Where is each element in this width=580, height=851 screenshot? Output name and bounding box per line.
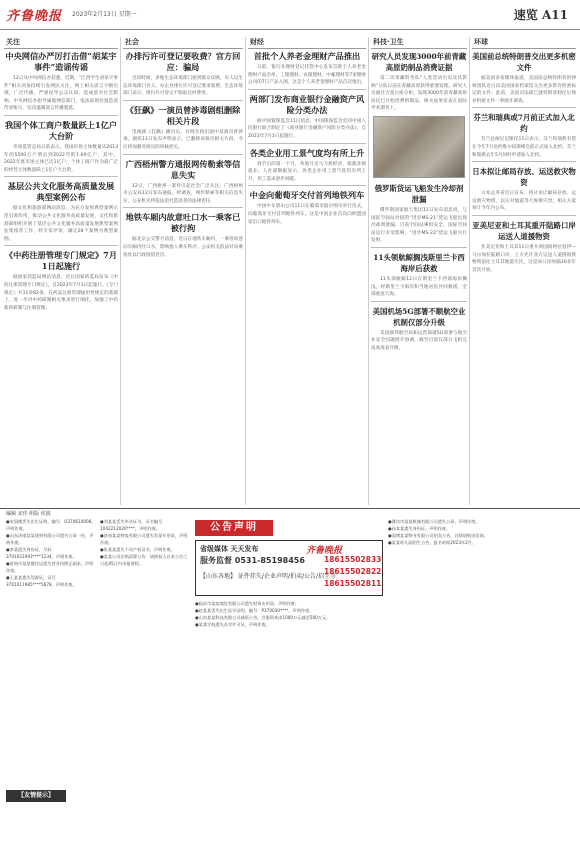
friendly-tip: 【友情提示】 [6, 790, 66, 802]
ad-phone[interactable]: 18615502811 [324, 579, 382, 588]
newspaper-logo: 齐鲁晚报 [6, 9, 63, 24]
classified-ads-mid [100, 518, 190, 851]
classified-ad: ●孙某某遗失身份证，声明作废。 [388, 526, 451, 531]
classified-ad: ●某某公司注销清算公告：请债权人自本公告之日起45日内申报债权。 [100, 554, 188, 566]
classified-ad: ●刘某某丢失毕业证书，证书编号1042212020****，声明作废。 [100, 519, 163, 531]
classified-ad: ●赵某某丢失出生医学证明，编号：P370030****，声明作废。 [195, 608, 314, 613]
headline[interactable]: 我国个体工商户数量跃上1亿户大台阶 [4, 119, 118, 141]
column-divider [469, 37, 470, 505]
headline[interactable]: 日本拟让邮局存放、运送救灾物资 [472, 167, 576, 188]
article-body: 美国联邦航空局和运营商就5G部署与航空业安全问题展开协调，截至目前仅部分飞机完成高度表升级。 [371, 330, 467, 351]
article-body: 春节后的第一个月，各地开足马力抓经济，稳就业保就业。人社部数据显示，各类企业用工景气度均有所上升，用工需求逐步回暖。 [248, 161, 366, 182]
headline[interactable]: 芬兰和瑞典或7月前正式加入北约 [473, 113, 575, 134]
article-body: 亚美尼亚和土耳其11日重开两国间阿拉恰伊—马尔加拉陆路口岸，土方允许亚方运送人道援救援物资前往土耳其地震灾区。这是该口岸时隔30多年首次开放。 [472, 244, 576, 273]
headline[interactable]: 俄罗斯货运飞船发生冷却剂泄漏 [374, 183, 464, 204]
section-label: 关注 [4, 37, 118, 49]
classified-ad: ●济南某某物流有限公司遗失发票专用章，声明作废。 [100, 533, 188, 545]
article-body: 芬兰总统尼尼斯托11日表示，芬兰和瑞典有望在今年7月北约维尔纽斯峰会前正式加入北约。芬兰和瑞典去年5月同时申请加入北约。 [472, 137, 576, 158]
article-body: 第二次青藏科考队“人类活动历史及其影响”分队日前在青藏高原获得重要发现。研究人员通过古蛋白质分析，发现3000年前青藏高原居民已开始消费奶制品，相关成果发表在国际学术期刊上。 [371, 76, 467, 112]
headline[interactable]: 广西梧州警方通报网传勒索等信息失实 [125, 158, 241, 180]
editor-credit: 编辑 宋佳 组版 侯波 [6, 511, 51, 517]
headline[interactable]: 基层公共文化服务高质量发展典型案例公布 [7, 181, 115, 203]
ad-logo: 齐鲁晚报 [306, 546, 343, 556]
headline[interactable]: 中央网信办严厉打击借“胡某宇事件”造谣传谣 [5, 51, 117, 72]
classified-ad: ●李某遗失身份证，号码3701021993****1234，声明作废。 [6, 547, 77, 559]
section-label: 社会 [123, 37, 243, 49]
classified-ads-right [388, 518, 574, 851]
news-photo [373, 116, 465, 178]
classified-ad: ●潍坊市某某机械有限公司遗失公章，声明作废。 [388, 519, 480, 524]
classified-ad: ●山东济南某某建材有限公司遗失公章一枚，声明作废。 [6, 533, 94, 545]
section-label: 科技·卫生 [371, 37, 467, 49]
classified-ad: ●济南市某某餐饮店遗失营业执照正副本，声明作废。 [6, 561, 94, 573]
column-huanqiu [472, 37, 576, 507]
column-divider [245, 37, 246, 505]
article-body: 据美国多家媒体报道，美国前总统特朗普的律师团队近日向美国国家档案馆交出更多带有机密标记的文件。此前，美国司法部已就特朗普卸任后保存机密文件一事展开调查。 [472, 76, 576, 104]
article-body: 日本总务省近日宣布，将讨论让邮局存放、运送救灾物资，以应对地震等大规模灾害。相关方案预计今年内公布。 [472, 191, 576, 212]
headline[interactable]: 地铁车厢内故意吐口水一乘客已被行拘 [125, 212, 241, 234]
classified-ad: ●淄博某某物业有限公司拍卖公告，详情请致电咨询。 [388, 533, 488, 538]
article-body: 12日，广西梧州一案件引起社会广泛关注。广西梧州市公安局12日发布通报，经调查，网传勒索等相关信息失实，公安机关将依法追究造谣者的法律责任。 [123, 183, 243, 204]
classified-ad: ●王某某遗失驾驶证，证号3701011985****5678，声明作废。 [6, 575, 77, 587]
ads-separator [0, 508, 580, 509]
issue-date: 2023年2月13日 星期一 [72, 11, 137, 18]
ad-tag: 【山东各地】 证件挂失/企业声明/拍卖/公告/招生等 [200, 573, 336, 580]
headline[interactable]: 首批个人养老金理财产品推出 [253, 51, 361, 61]
classified-ad: ●某某学校遗失办学许可证，声明作废。 [195, 622, 270, 627]
article-body: 中国中车唐山公司11日在葡萄牙波尔图市举行仪式，向葡萄牙交付首列地铁列车。这是中国企业首次向欧盟国家出口地铁列车。 [248, 204, 366, 225]
ad-service: 服务监督 0531-85198456 [200, 556, 305, 565]
headline[interactable]: 《中药注册管理专门规定》7月1日起施行 [4, 250, 118, 272]
headline[interactable]: 11头领航鲸搁浅斯里兰卡西海岸后获救 [373, 252, 465, 273]
ad-box [195, 540, 383, 596]
article-body: 近段时间，多地生态环境部门接到群众反映，有人以生态环境部门名义，办企业排污许可登记要求收费。生态环境部门表示，排污许可登记不收取任何费用。 [123, 76, 243, 97]
classified-ad: ●临沂市某某商贸有限公司遗失财务专用章，声明作废。 [195, 601, 300, 606]
page-header [0, 0, 580, 30]
column-divider [368, 37, 369, 505]
article-body: 据文化和旅游部网站消息，为充分发挥典型案例示范引领作用，推动公共文化服务高质量发展，文化和旅游部组织开展了基层公共文化服务高质量发展典型案例征集推荐工作，经专家评审，确定28个案例为典型案例。 [4, 206, 118, 242]
headline[interactable]: 两部门发布商业银行金融资产风险分类办法 [249, 93, 365, 115]
headline[interactable]: 各类企业用工景气度均有所上升 [249, 147, 365, 158]
column-divider [120, 37, 121, 505]
headline[interactable]: 亚美尼亚和土耳其重开陆路口岸运送人道援物资 [472, 220, 576, 241]
article-body: 电视剧《狂飙》播出后，有网友指出剧中某演员曾涉毒。剧组11日发布声明表示，已删除该演员相关片段，今后将加强对演员的审核把关。 [123, 129, 243, 150]
article-body: 12日从中央网信办获悉，近期，“江西学生胡某宇事件”相关词条持续引发网民关注。网上相关谣言不断出现，广泛传播，严重误导公众认知，造成恶劣社会影响。中央网信办指导属地网信部门，依法依规处置造谣传谣账号，坚决遏制谣言传播蔓延。 [4, 76, 118, 112]
notice-title: 公告声明 [195, 520, 273, 536]
column-kejiao [371, 37, 467, 507]
classified-ad: ●山东某某科技有限公司减资公告，注册资本由1000万元减至500万元。 [195, 615, 331, 620]
classified-ads-center [195, 600, 383, 848]
classified-ad: ●某某幼儿园招生公告，报名时间2023年2月。 [388, 540, 477, 545]
article-body: 11头领航鲸12日在斯里兰卡西部海岸搁浅，经斯里兰卡海军和当地居民共同救援，全部重返大海。 [371, 276, 467, 298]
headline[interactable]: 《狂飙》一演员曾涉毒剧组删除相关片段 [125, 104, 241, 126]
column-caijing [248, 37, 366, 507]
ad-phone[interactable]: 18615502833 [324, 555, 382, 564]
headline[interactable]: 中金向葡萄牙交付首列地铁列车 [249, 190, 365, 201]
article-body: 日前，银行业理财登记托管中心发布首批个人养老金理财产品名单，工银理财、农银理财、中邮理财等7家理财公司的7只产品入围。这是个人养老金理财产品首次推出。 [248, 65, 366, 86]
article-body: 据北京公交警方消息，近日在地铁车厢内，一乘客故意向车厢内吐口水，影响他人乘车秩序。公安机关依法对该乘客处以行政拘留处罚。 [123, 237, 243, 258]
headline[interactable]: 办排污许可登记要收费？官方回应：骗局 [125, 51, 241, 72]
page-section: 速览 A11 [513, 8, 568, 22]
headline[interactable]: 美国机场5G部署不顺航空业机制仅部分升级 [372, 306, 466, 327]
article-body: 据国家药监局网站消息，近日国家药监局发布《中药注册管理专门规定》，自2023年7月1日起施行。《专门规定》共11章82条，在药品注册管理通用性规定的基础上，进一步对中药研制相关要求进行细化，加强了中药新药研制与注册管理。 [4, 275, 118, 311]
section-label: 财经 [248, 37, 366, 49]
ad-slogan: 省级媒体 天天发布 [200, 545, 259, 553]
ad-phone[interactable]: 18615502822 [324, 567, 382, 576]
classified-ad: ●宋国德丢失出生证明，编号：O370610008，声明作废。 [6, 519, 96, 531]
headline[interactable]: 美国前总统特朗普交出更多机密文件 [472, 52, 576, 72]
column-guanzhu [4, 37, 118, 507]
headline[interactable]: 研究人员发现3000年前青藏高原奶制品消费证据 [371, 52, 467, 72]
article-body: 据中国银保监会11日消息，中国银保监会会同中国人民银行联合制定了《商业银行金融资产风险分类办法》，自2023年7月1日起施行。 [248, 118, 366, 139]
classified-ad: ●张某某遗失不动产权证书，声明作废。 [100, 547, 175, 552]
column-shehui [123, 37, 243, 507]
section-label: 环球 [472, 37, 576, 49]
article-body: 市场监管总局日前表示，我国市场主体数量从2013年的5500万户增长到2022年的1.69亿户，其中，2022年底市场主体已达1亿户，个体工商户作为最广泛的经营主体数量跃上1亿户大台阶。 [4, 144, 118, 173]
article-body: 俄罗斯国家航天集团11日发布消息说，与国际空间站对接的“进步MS-21”货运飞船出现冷却剂泄漏。目前空间站乘组安全，国际空间站运行未受影响，“进步MS-22”货运飞船另行发射。 [371, 207, 467, 244]
